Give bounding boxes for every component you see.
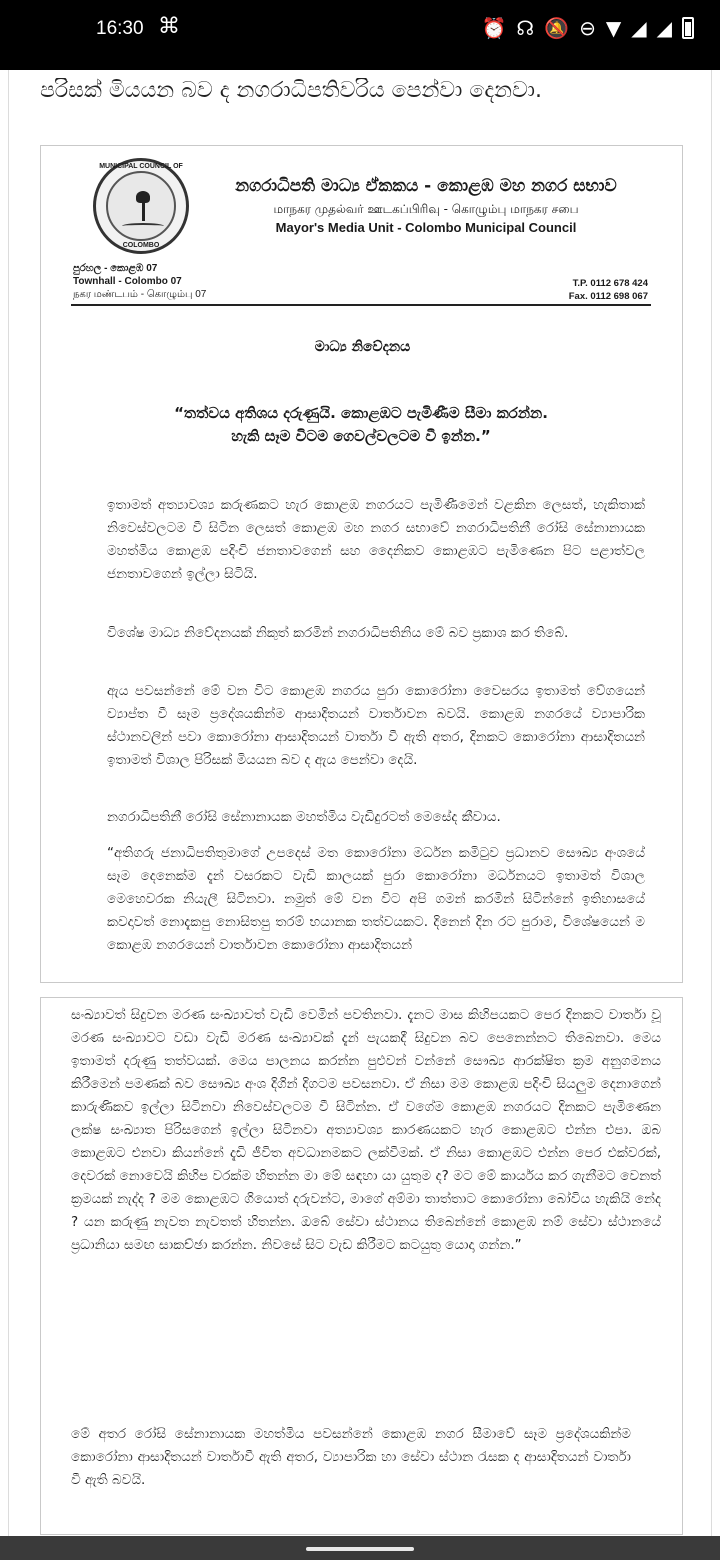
paragraph-1: ඉතාමත් අත්‍යාවශ්‍ය කරුණකට හැර කොළඹ නගරයට පැමිණීමෙන් වළකින ලෙසත්, හැකිතාක් නිවෙස්වලටම වී සිටින ලෙසත් කොළඹ මහ නගර සභාවේ නගරාධිපතිනී රෝසි සේනානායක මහත්මිය කොළඹ පදිංචි ජනතාවගෙන් සහ දෛනිකව කොළඹට පැමිණෙන පිට පළාත්වල ජනතාවගෙන් ඉල්ලා සිටියි. (107, 497, 645, 582)
status-bar (0, 0, 720, 70)
palm-tree-icon (136, 191, 150, 221)
article-intro-line: පරිසක් මියයන බව ද නගරාධිපතිවරිය පෙන්වා දෙනවා. (40, 78, 543, 103)
letterhead-title-sinhala: නගරාධිපති මාධ්‍ය ඒකකය - කොළඹ මහ නගර සභාව (235, 176, 617, 196)
headset-icon: ☊ (516, 16, 535, 40)
paragraph-2: විශේෂ මාධ්‍ය නිවේදනයක් නිකුත් කරමින් නගරාධිපතිනිය මේ බව ප්‍රකාශ කර තිබේ. (107, 625, 569, 641)
headline-line-2: හැකි සෑම විටම ගෙවල්වලටම වී ඉන්න.” (231, 427, 491, 445)
navigation-bar (0, 1536, 720, 1560)
do-not-disturb-icon: ⊖ (579, 16, 596, 40)
battery-icon (682, 17, 694, 39)
letterhead-contact (569, 277, 648, 303)
seal-emblem (106, 171, 176, 241)
headline-line-1: “තත්වය අතිශය දරුණුයි. කොළඹට පැමිණීම සීමා කරන්න. (174, 404, 548, 422)
wifi-icon: ▼ (605, 16, 622, 40)
address-sinhala: පුරහල - කොළඹ 07 (73, 263, 158, 274)
paragraph-4: නගරාධිපතිනී රෝසි සේනානායක මහත්මිය වැඩිදුරටත් මෙසේද කීවාය. (107, 809, 501, 825)
municipal-seal-icon (93, 158, 189, 254)
paragraph-7: මේ අතර රෝසි සේනානායක මහත්මිය පවසන්නේ කොළඹ නගර සීමාවේ සෑම ප්‍රදේශයකින්ම කොරෝනා ආසාදිතයන් වාර්තාවී ඇති අතර, ව්‍යාපාරික හා සේවා ස්ථාන රැසක ද ආසාදිතයන් වාර්තා වී ඇති බවයි. (71, 1426, 631, 1488)
letterhead-title-english: Mayor's Media Unit - Colombo Municipal Council (275, 220, 577, 235)
fax-number: Fax. 0112 698 067 (568, 291, 648, 302)
paragraph-3: ඇය පවසන්නේ මේ වන විට කොළඹ නගරය පුරා කොරෝනා වෛසරය ඉතාමත් වේගයෙන් ව්‍යාප්ත වී සෑම ප්‍රදේශයකින්ම ආසාදිතයන් වාර්තාවන බවයි. කොළඹ නගරයේ ව්‍යාපාරික ස්ථානවලින් පවා කොරෝනා ආසාදිතයන් වාර්තා වී ඇති අතර, දිනකට කොරෝනා ආසාදිතයන් ඉතාමත් විශාල පිරිසක් මියයන බව ද ඇය පෙන්වා දෙයි. (107, 683, 645, 768)
document-headline-quote (101, 402, 621, 448)
phone-number: T.P. 0112 678 424 (572, 278, 648, 289)
page-border-right (711, 70, 712, 1540)
seal-text-bottom: COLOMBO (122, 242, 160, 249)
gesture-handle[interactable] (306, 1547, 414, 1551)
press-release-image-2[interactable] (40, 997, 683, 1535)
address-tamil: நகர மண்டபம் - கொழும்பு 07 (73, 289, 207, 300)
document-heading: මාධ්‍ය නිවේදනය (314, 339, 411, 355)
alarm-icon: ⏰ (481, 16, 507, 40)
letterhead-title-tamil: மாநகர முதல்வர் ஊடகப்பிரிவு - கொழும்பு மாநகர சபை (273, 202, 579, 216)
signal-icon: ◢ (631, 16, 647, 40)
signal-icon: ◢ (656, 16, 672, 40)
letterhead-divider (71, 304, 651, 306)
status-icons (481, 16, 694, 40)
waves-icon (122, 223, 164, 229)
notifications-off-icon: 🔕 (544, 16, 570, 40)
paragraph-6: සංඛ්‍යාවත් සිදුවන මරණ සංඛ්‍යාවත් වැඩි වෙමින් පවතිනවා. දැනට මාස කිහිපයකට පෙර දිනකට වාර්තා වූ මරණ සංඛ්‍යාවට වඩා වැඩි මරණ සංඛ්‍යාවක් දැන් පැයකදී සිදුවන බව පෙනෙන්නට තිබෙනවා. මෙය ඉතාමත් දරුණු තත්වයක්. මෙය පාලනය කරන්න පුළුවන් වන්නේ සෞඛ්‍ය ආරක්ෂිත ක්‍රම අනුගමනය කිරීමෙන් පමණක් බව සෞඛ්‍ය අංශ දිගින් දිගටම පවසනවා. ඒ නිසා මම කොළඹ පදිංචි සියලුම දෙනාගෙන් කාරුණිකව ඉල්ලා සිටිනවා නිවෙස්වලටම වී සිටින්න. ඒ වගේම කොළඹ නගරයට දිනකට පැමිණෙන ලක්ෂ සංඛ්‍යාත පිරිසගෙන් ඉල්ලා සිටිනවා අත්‍යාවශ්‍ය කාරණයකට හැර කොළඹට එන්න එපා. ඔබ කොළඹට එනවා කියන්නේ දැඩි ජීවිත අවධානමකට ලක්වීමක්. ඒ නිසා කොළඹට එන්න පෙර එක්වරක්, දෙවරක් නොවෙයි කිහිප වරක්ම හිතන්න මා මේ සඳහා යා යුතුම ද? මට මේ කාර්යය කර ගැනීමට වෙනත් ක්‍රමයක් නැද්ද ? මම කොළඹට ගියොත් දරුවන්ට, මාගේ අම්මා තාත්තාට කොරෝනා බෝවිය හැකියි නේද ? යන කරුණු නැවත නැවතත් හිතන්න. ඔබේ සේවා ස්ථානය තිබෙන්නේ කොළඹ නම් සේවා ස්ථානයේ ප්‍රධානියා සමඟ සාකච්ඡා කරන්න. නිවසේ සිට වැඩ කිරීමට කටයුතු යොදා ගන්න.” (71, 1007, 661, 1253)
letterhead (41, 146, 683, 316)
page-border-left (8, 70, 9, 1540)
address-english: Townhall - Colombo 07 (73, 276, 182, 287)
seal-text-top: MUNICIPAL COUNCIL OF (99, 163, 183, 170)
press-release-image-1[interactable] (40, 145, 683, 983)
paragraph-5: “අතිගරු ජනාධිපතිතුමාගේ උපදෙස් මත කොරෝනා මර්ධන කමිටුව ප්‍රධානව සෞඛ්‍ය අංශයේ සෑම දෙනෙක්ම දැන් වසරකට වැඩි කාලයක් පුරා කොරෝනා මර්ධනයට ඉතාමත් විශාල මෙහෙවරක නියැලී සිටිනවා. නමුත් මේ වන විට අපි ගමන් කරමින් සිටින්නේ ඉතිහාසයේ කවදාවත් නොදැකපු නොසිතපු තරම් භයානක තත්වයකට. දිනෙන් දින රට පුරාම, විශේෂයෙන් ම කොළඹ නගරයෙන් වාර්තාවන කොරෝනා ආසාදිතයන් (107, 845, 645, 953)
status-time: 16:30 (96, 18, 144, 39)
notification-icon: ⌘ (158, 14, 180, 39)
letterhead-address (73, 262, 206, 301)
